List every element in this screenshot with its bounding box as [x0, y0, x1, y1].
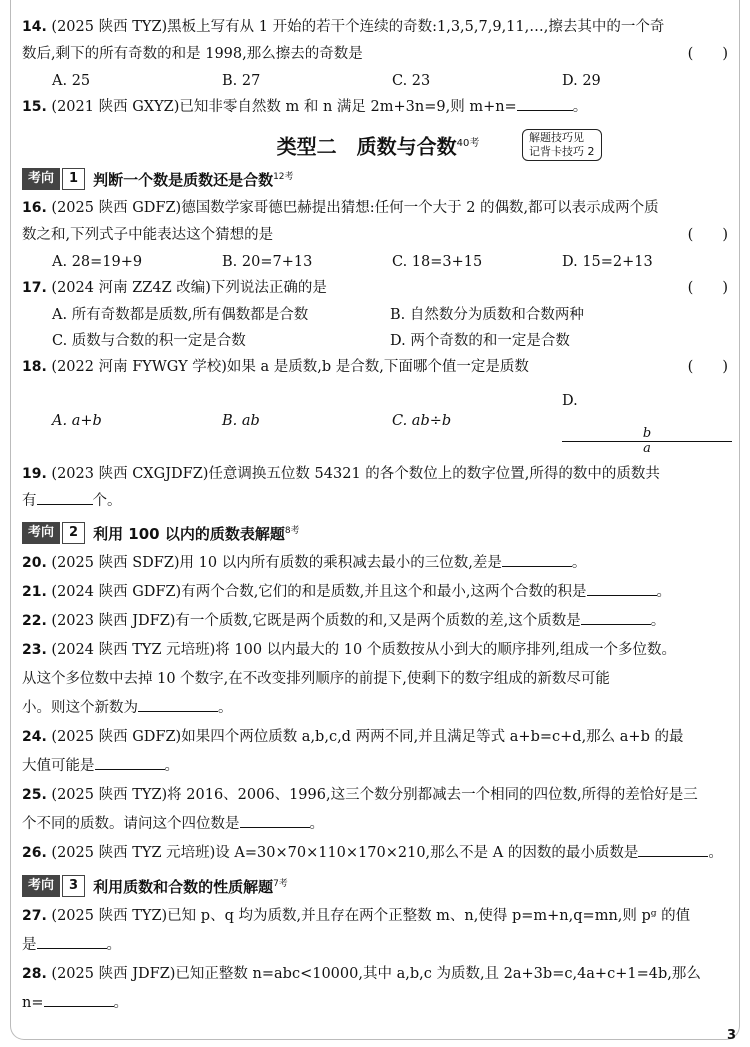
question-16-line2	[22, 222, 734, 249]
question-24-line2	[22, 752, 734, 781]
question-end: 个。	[92, 493, 122, 509]
fraction: $\frac{b}{a}$	[562, 427, 732, 456]
question-number: 21.	[22, 584, 47, 600]
section-heading	[22, 127, 734, 161]
question-25	[22, 781, 734, 810]
question-27-line2	[22, 931, 734, 960]
question-text: (2024 陕西 GDFZ)有两个合数,它们的和是质数,并且这个和最小,这两个合数的积是	[51, 584, 587, 600]
question-text: (2023 陕西 CXGJDFZ)任意调换五位数 54321 的各个数位上的数字位置,所得的数中的质数共	[51, 466, 660, 482]
answer-blank[interactable]	[517, 97, 573, 111]
question-27	[22, 902, 734, 931]
question-14-options	[22, 68, 734, 94]
question-text: 有	[22, 493, 37, 509]
option-d: D. 两个奇数的和一定是合数	[390, 333, 570, 349]
question-number: 27.	[22, 908, 47, 924]
question-25-line2	[22, 810, 734, 839]
topic-number: 3	[62, 875, 85, 897]
question-14	[22, 14, 734, 41]
question-number: 15.	[22, 99, 47, 115]
page-number: 3	[726, 1028, 736, 1043]
answer-blank[interactable]	[37, 491, 93, 505]
question-text: (2025 陕西 TYZ 元培班)设 A=30×70×110×170×210,那么不是 A 的因数的最小质数是	[51, 845, 639, 861]
question-text: 大值可能是	[22, 758, 95, 774]
question-28-line2	[22, 989, 734, 1018]
option-b: B. ab	[222, 413, 260, 429]
question-text: (2025 陕西 TYZ)将 2016、2006、1996,这三个数分别都减去一个相同的四位数,所得的差恰好是三	[51, 787, 698, 803]
question-number: 14.	[22, 19, 47, 35]
answer-paren: ( )	[687, 359, 728, 375]
question-16	[22, 195, 734, 222]
question-number: 26.	[22, 845, 47, 861]
answer-blank[interactable]	[638, 843, 708, 857]
tip-line-2: 记背卡技巧 2	[529, 145, 595, 158]
topic-count: 8考	[284, 525, 300, 536]
tip-box	[522, 129, 602, 161]
topic-header-3	[22, 874, 734, 898]
question-text: (2025 陕西 SDFZ)用 10 以内所有质数的乘积减去最小的三位数,差是	[51, 555, 502, 571]
question-24	[22, 723, 734, 752]
question-number: 25.	[22, 787, 47, 803]
option-a: A. 28=19+9	[52, 254, 143, 270]
question-text: (2024 陕西 TYZ 元培班)将 100 以内最大的 10 个质数按从小到大的顺序排列,组成一个多位数。	[51, 642, 676, 658]
question-16-options	[22, 249, 734, 275]
question-text: 从这个多位数中去掉 10 个数字,在不改变排列顺序的前提下,使剩下的数字组成的新数尽可能	[22, 671, 610, 687]
question-19-line2	[22, 488, 734, 515]
question-end: 。	[572, 99, 588, 115]
answer-blank[interactable]	[587, 582, 657, 596]
option-d: D. $\frac{b}{a}$	[562, 381, 732, 461]
question-end: 。	[571, 555, 587, 571]
question-text: 是	[22, 937, 37, 953]
topic-title	[93, 169, 293, 190]
option-b: B. 自然数分为质数和合数两种	[390, 307, 584, 323]
question-text: 小。则这个新数为	[22, 700, 138, 716]
answer-blank[interactable]	[581, 611, 651, 625]
question-end: 。	[708, 845, 723, 861]
answer-blank[interactable]	[240, 814, 310, 828]
question-number: 22.	[22, 613, 47, 629]
question-number: 23.	[22, 642, 47, 658]
question-text: (2021 陕西 GXYZ)已知非零自然数 m 和 n 满足 2m+3n=9,则 m+n=	[51, 99, 517, 115]
question-number: 17.	[22, 280, 47, 296]
topic-number: 2	[62, 522, 85, 544]
question-text: n=	[22, 995, 44, 1011]
question-17	[22, 275, 734, 302]
question-23-line3	[22, 694, 734, 723]
question-text: (2025 陕西 TYZ)已知 p、q 均为质数,并且存在两个正整数 m、n,使得 p=m+n,q=mn,则 pᵍ 的值	[51, 908, 691, 924]
question-end: 。	[218, 700, 233, 716]
question-17-options-row1	[22, 302, 734, 328]
question-22	[22, 607, 734, 636]
answer-blank[interactable]	[44, 993, 114, 1007]
question-text: (2024 河南 ZZ4Z 改编)下列说法正确的是	[51, 280, 327, 296]
topic-title-text: 判断一个数是质数还是合数	[93, 170, 274, 189]
question-end: 。	[113, 995, 128, 1011]
question-20	[22, 549, 734, 578]
option-c: C. 质数与合数的积一定是合数	[52, 333, 246, 349]
option-d: D. 15=2+13	[562, 254, 653, 270]
topic-header-1	[22, 167, 734, 191]
topic-count: 7考	[273, 878, 288, 889]
worksheet-content	[22, 14, 734, 1018]
question-number: 16.	[22, 200, 47, 216]
answer-blank[interactable]	[37, 935, 107, 949]
topic-count: 12考	[273, 171, 294, 182]
topic-header-2	[22, 521, 734, 545]
topic-title-text: 利用 100 以内的质数表解题	[93, 524, 285, 543]
answer-paren: ( )	[687, 46, 728, 62]
question-number: 24.	[22, 729, 47, 745]
section-title: 类型二 质数与合数	[276, 134, 457, 159]
topic-tag: 考向	[22, 168, 60, 190]
question-19	[22, 461, 734, 488]
answer-blank[interactable]	[95, 756, 165, 770]
question-14-line2	[22, 41, 734, 68]
topic-title	[93, 876, 288, 897]
option-d: D. 29	[562, 73, 601, 89]
answer-blank[interactable]	[502, 553, 572, 567]
question-end: 。	[309, 816, 324, 832]
answer-blank[interactable]	[138, 698, 218, 712]
answer-paren: ( )	[687, 227, 728, 243]
question-text: 数后,剩下的所有奇数的和是 1998,那么擦去的奇数是	[22, 46, 363, 62]
question-text: (2025 陕西 JDFZ)已知正整数 n=abc<10000,其中 a,b,c 为质数,且 2a+3b=c,4a+c+1=4b,那么	[51, 966, 701, 982]
question-15	[22, 94, 734, 121]
question-text: (2025 陕西 GDFZ)德国数学家哥德巴赫提出猜想:任何一个大于 2 的偶数,都可以表示成两个质	[51, 200, 659, 216]
question-text: (2025 陕西 TYZ)黑板上写有从 1 开始的若干个连续的奇数:1,3,5,7,9,11,…,擦去其中的一个奇	[51, 19, 665, 35]
option-a: A. a+b	[52, 413, 102, 429]
option-a: A. 25	[52, 73, 91, 89]
option-b: B. 27	[222, 73, 261, 89]
question-23-line2	[22, 665, 734, 694]
question-end: 。	[650, 613, 666, 629]
question-end: 。	[656, 584, 672, 600]
question-text: (2025 陕西 GDFZ)如果四个两位质数 a,b,c,d 两两不同,并且满足等式 a+b=c+d,那么 a+b 的最	[51, 729, 684, 745]
topic-tag: 考向	[22, 875, 60, 897]
tip-line-1: 解题技巧见	[529, 131, 584, 144]
topic-title	[93, 523, 300, 544]
question-18	[22, 354, 734, 381]
question-number: 19.	[22, 466, 47, 482]
question-number: 28.	[22, 966, 47, 982]
question-17-options-row2	[22, 328, 734, 354]
question-28	[22, 960, 734, 989]
question-text: (2022 河南 FYWGY 学校)如果 a 是质数,b 是合数,下面哪个值一定是质数	[51, 359, 529, 375]
question-18-options	[22, 381, 734, 461]
topic-tag: 考向	[22, 522, 60, 544]
option-a: A. 所有奇数都是质数,所有偶数都是合数	[52, 307, 309, 323]
topic-number: 1	[62, 168, 85, 190]
question-21	[22, 578, 734, 607]
question-end: 。	[106, 937, 121, 953]
question-number: 18.	[22, 359, 47, 375]
question-23	[22, 636, 734, 665]
option-b: B. 20=7+13	[222, 254, 313, 270]
question-end: 。	[164, 758, 179, 774]
question-text: 数之和,下列式子中能表达这个猜想的是	[22, 227, 274, 243]
option-c: C. ab÷b	[392, 413, 452, 429]
option-c: C. 18=3+15	[392, 254, 483, 270]
section-count: 40考	[456, 138, 480, 149]
topic-title-text: 利用质数和合数的性质解题	[93, 877, 274, 896]
question-text: (2023 陕西 JDFZ)有一个质数,它既是两个质数的和,又是两个质数的差,这个质数是	[51, 613, 581, 629]
question-26	[22, 839, 734, 868]
option-c: C. 23	[392, 73, 431, 89]
answer-paren: ( )	[687, 280, 728, 296]
question-number: 20.	[22, 555, 47, 571]
question-text: 个不同的质数。请问这个四位数是	[22, 816, 240, 832]
